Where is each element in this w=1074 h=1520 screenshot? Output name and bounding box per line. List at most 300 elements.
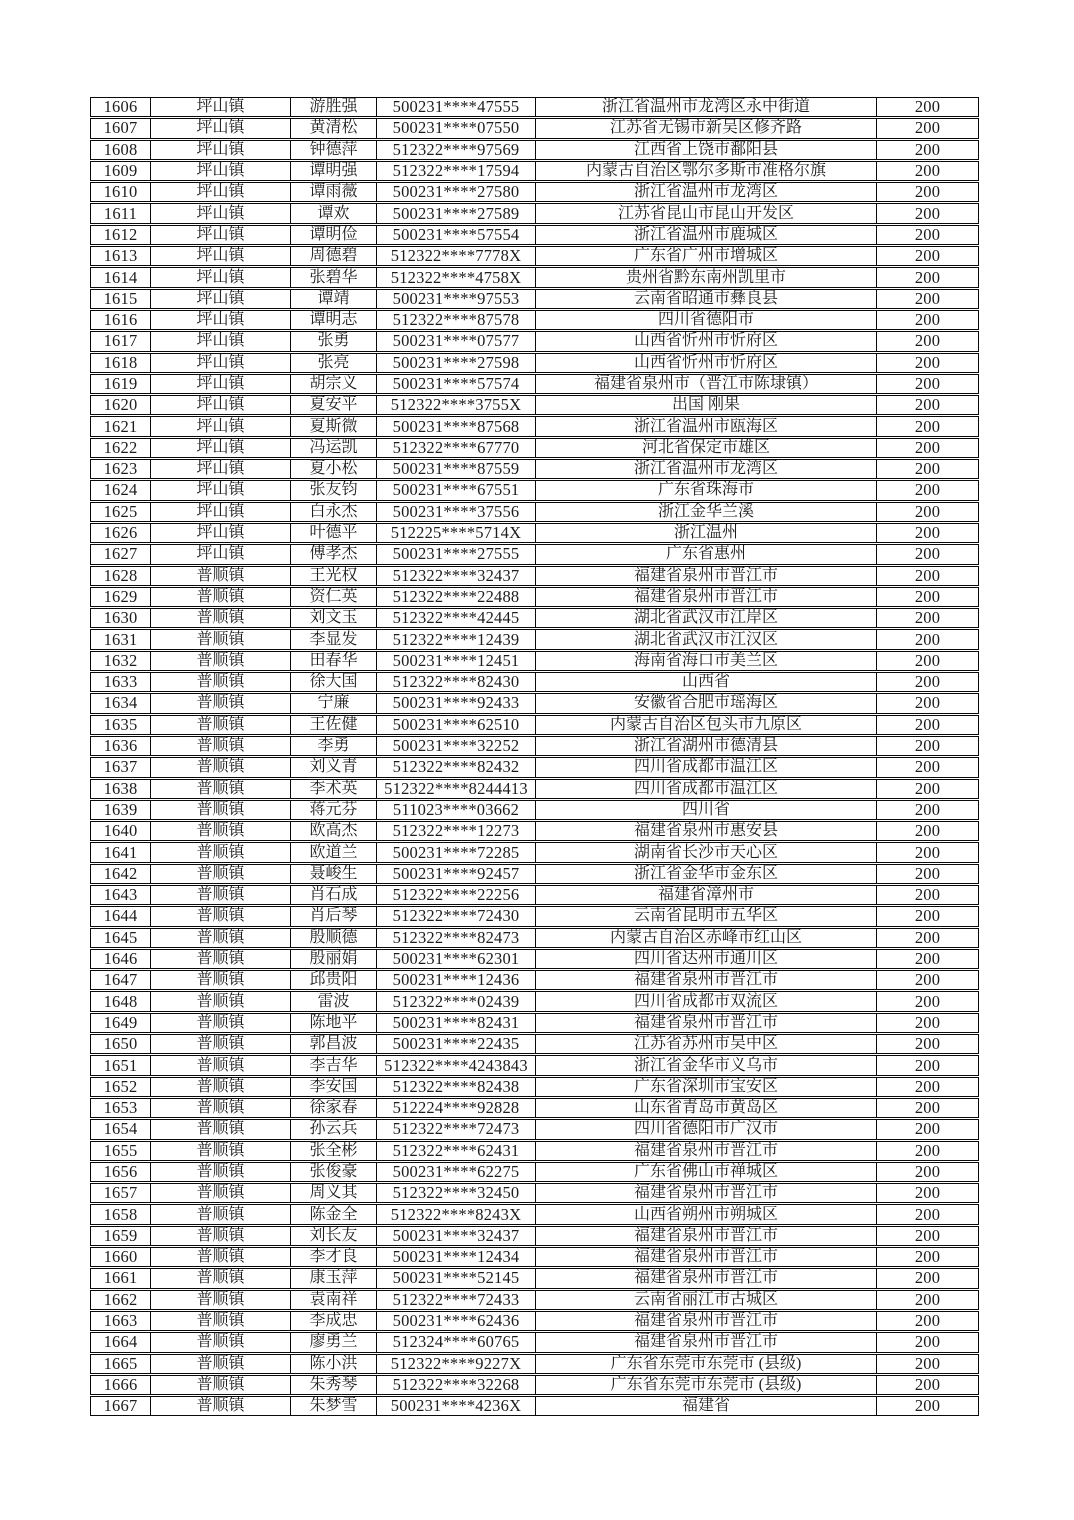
cell-town: 坪山镇: [151, 161, 291, 181]
cell-id-number: 500231****27580: [377, 182, 536, 202]
cell-residence: 广东省佛山市禅城区: [536, 1162, 877, 1182]
cell-seq-number: 1657: [90, 1183, 151, 1203]
cell-town: 普顺镇: [151, 1183, 291, 1203]
cell-person-name: 欧高杰: [291, 821, 377, 841]
cell-person-name: 徐家春: [291, 1098, 377, 1118]
cell-town: 坪山镇: [151, 289, 291, 309]
cell-person-name: 谭明志: [291, 310, 377, 330]
cell-amount: 200: [877, 566, 979, 586]
cell-amount: 200: [877, 1354, 979, 1374]
cell-residence: 云南省昭通市彝良县: [536, 289, 877, 309]
cell-residence: 浙江省温州市鹿城区: [536, 225, 877, 245]
cell-id-number: 500231****62301: [377, 949, 536, 969]
cell-residence: 四川省德阳市广汉市: [536, 1119, 877, 1139]
table-row: [90, 353, 979, 373]
cell-town: 普顺镇: [151, 821, 291, 841]
cell-residence: 山西省忻州市忻府区: [536, 353, 877, 373]
table-row: [90, 1119, 979, 1139]
cell-person-name: 孙云兵: [291, 1119, 377, 1139]
cell-seq-number: 1653: [90, 1098, 151, 1118]
cell-person-name: 李勇: [291, 736, 377, 756]
cell-residence: 内蒙古自治区包头市九原区: [536, 715, 877, 735]
table-row: [90, 395, 979, 415]
cell-town: 普顺镇: [151, 1375, 291, 1395]
cell-residence: 福建省泉州市晋江市: [536, 1332, 877, 1352]
cell-town: 普顺镇: [151, 1311, 291, 1331]
cell-id-number: 512322****8244413: [377, 779, 536, 799]
cell-seq-number: 1647: [90, 970, 151, 990]
cell-residence: 四川省成都市双流区: [536, 991, 877, 1011]
cell-amount: 200: [877, 438, 979, 458]
cell-person-name: 李显发: [291, 629, 377, 649]
cell-id-number: 512322****82432: [377, 757, 536, 777]
cell-id-number: 500231****67551: [377, 480, 536, 500]
cell-residence: 福建省泉州市晋江市: [536, 1141, 877, 1161]
table-row: [90, 246, 979, 266]
cell-id-number: 500231****12436: [377, 970, 536, 990]
cell-person-name: 张碧华: [291, 267, 377, 287]
cell-town: 普顺镇: [151, 1077, 291, 1097]
cell-amount: 200: [877, 928, 979, 948]
cell-seq-number: 1620: [90, 395, 151, 415]
cell-town: 坪山镇: [151, 203, 291, 223]
cell-id-number: 500231****07550: [377, 118, 536, 138]
cell-person-name: 钟德萍: [291, 140, 377, 160]
cell-town: 普顺镇: [151, 1226, 291, 1246]
table-row: [90, 1247, 979, 1267]
cell-residence: 云南省丽江市古城区: [536, 1290, 877, 1310]
cell-town: 普顺镇: [151, 1332, 291, 1352]
cell-seq-number: 1616: [90, 310, 151, 330]
cell-seq-number: 1609: [90, 161, 151, 181]
cell-residence: 山西省朔州市朔城区: [536, 1204, 877, 1224]
cell-seq-number: 1649: [90, 1013, 151, 1033]
cell-town: 普顺镇: [151, 842, 291, 862]
cell-person-name: 黄清松: [291, 118, 377, 138]
cell-person-name: 刘文玉: [291, 608, 377, 628]
cell-person-name: 谭明俭: [291, 225, 377, 245]
cell-person-name: 朱秀琴: [291, 1375, 377, 1395]
cell-seq-number: 1644: [90, 906, 151, 926]
cell-seq-number: 1663: [90, 1311, 151, 1331]
cell-person-name: 谭雨薇: [291, 182, 377, 202]
table-row: [90, 1396, 979, 1416]
cell-town: 普顺镇: [151, 1268, 291, 1288]
cell-person-name: 张亮: [291, 353, 377, 373]
cell-residence: 福建省泉州市晋江市: [536, 566, 877, 586]
table-row: [90, 1055, 979, 1075]
cell-amount: 200: [877, 1226, 979, 1246]
cell-id-number: 500231****47555: [377, 97, 536, 117]
cell-person-name: 刘义青: [291, 757, 377, 777]
cell-town: 坪山镇: [151, 480, 291, 500]
cell-residence: 四川省: [536, 800, 877, 820]
cell-seq-number: 1617: [90, 331, 151, 351]
cell-seq-number: 1627: [90, 544, 151, 564]
cell-town: 坪山镇: [151, 353, 291, 373]
cell-amount: 200: [877, 395, 979, 415]
cell-amount: 200: [877, 1077, 979, 1097]
table-row: [90, 310, 979, 330]
table-row: [90, 1311, 979, 1331]
cell-seq-number: 1645: [90, 928, 151, 948]
cell-person-name: 白永杰: [291, 502, 377, 522]
cell-town: 普顺镇: [151, 1290, 291, 1310]
cell-id-number: 512322****62431: [377, 1141, 536, 1161]
cell-id-number: 512322****4243843: [377, 1055, 536, 1075]
cell-town: 普顺镇: [151, 1162, 291, 1182]
cell-id-number: 512322****42445: [377, 608, 536, 628]
cell-person-name: 周义其: [291, 1183, 377, 1203]
cell-id-number: 500231****12434: [377, 1247, 536, 1267]
cell-seq-number: 1650: [90, 1034, 151, 1054]
cell-town: 普顺镇: [151, 608, 291, 628]
table-row: [90, 1226, 979, 1246]
cell-person-name: 李安国: [291, 1077, 377, 1097]
cell-amount: 200: [877, 608, 979, 628]
cell-residence: 山东省青岛市黄岛区: [536, 1098, 877, 1118]
table-row: [90, 629, 979, 649]
cell-residence: 四川省德阳市: [536, 310, 877, 330]
cell-amount: 200: [877, 1183, 979, 1203]
cell-amount: 200: [877, 225, 979, 245]
cell-town: 坪山镇: [151, 502, 291, 522]
cell-id-number: 500231****27589: [377, 203, 536, 223]
cell-town: 普顺镇: [151, 970, 291, 990]
table-row: [90, 906, 979, 926]
cell-seq-number: 1635: [90, 715, 151, 735]
cell-amount: 200: [877, 1268, 979, 1288]
cell-id-number: 500231****57574: [377, 374, 536, 394]
cell-person-name: 张全彬: [291, 1141, 377, 1161]
cell-amount: 200: [877, 416, 979, 436]
table-row: [90, 672, 979, 692]
cell-id-number: 512322****22256: [377, 885, 536, 905]
cell-id-number: 512322****72433: [377, 1290, 536, 1310]
cell-id-number: 512322****32437: [377, 566, 536, 586]
cell-seq-number: 1659: [90, 1226, 151, 1246]
cell-residence: 贵州省黔东南州凯里市: [536, 267, 877, 287]
cell-id-number: 500231****37556: [377, 502, 536, 522]
cell-seq-number: 1626: [90, 523, 151, 543]
cell-person-name: 刘长友: [291, 1226, 377, 1246]
table-row: [90, 693, 979, 713]
cell-town: 普顺镇: [151, 906, 291, 926]
cell-person-name: 王光权: [291, 566, 377, 586]
cell-person-name: 王佐健: [291, 715, 377, 735]
cell-id-number: 512322****82438: [377, 1077, 536, 1097]
cell-town: 普顺镇: [151, 736, 291, 756]
table-row: [90, 1354, 979, 1374]
table-row: [90, 1098, 979, 1118]
cell-town: 普顺镇: [151, 693, 291, 713]
cell-id-number: 512322****8243X: [377, 1204, 536, 1224]
cell-person-name: 谭明强: [291, 161, 377, 181]
cell-person-name: 李成忠: [291, 1311, 377, 1331]
cell-amount: 200: [877, 203, 979, 223]
cell-town: 坪山镇: [151, 438, 291, 458]
cell-amount: 200: [877, 1098, 979, 1118]
cell-residence: 江西省上饶市鄱阳县: [536, 140, 877, 160]
benefit-roster-table: [90, 96, 979, 1417]
cell-amount: 200: [877, 140, 979, 160]
table-row: [90, 97, 979, 117]
cell-town: 坪山镇: [151, 97, 291, 117]
cell-amount: 200: [877, 970, 979, 990]
cell-town: 坪山镇: [151, 523, 291, 543]
cell-residence: 广东省惠州: [536, 544, 877, 564]
cell-town: 普顺镇: [151, 1013, 291, 1033]
cell-id-number: 500231****12451: [377, 651, 536, 671]
cell-person-name: 殷丽娟: [291, 949, 377, 969]
cell-town: 坪山镇: [151, 395, 291, 415]
table-row: [90, 1183, 979, 1203]
cell-seq-number: 1630: [90, 608, 151, 628]
cell-town: 普顺镇: [151, 1055, 291, 1075]
table-row: [90, 1141, 979, 1161]
cell-person-name: 陈地平: [291, 1013, 377, 1033]
table-row: [90, 374, 979, 394]
cell-seq-number: 1639: [90, 800, 151, 820]
cell-person-name: 廖勇兰: [291, 1332, 377, 1352]
cell-town: 坪山镇: [151, 310, 291, 330]
cell-amount: 200: [877, 1013, 979, 1033]
cell-town: 坪山镇: [151, 140, 291, 160]
cell-person-name: 李术英: [291, 779, 377, 799]
table-row: [90, 502, 979, 522]
cell-seq-number: 1610: [90, 182, 151, 202]
cell-amount: 200: [877, 1204, 979, 1224]
cell-seq-number: 1642: [90, 864, 151, 884]
cell-seq-number: 1622: [90, 438, 151, 458]
cell-id-number: 500231****92457: [377, 864, 536, 884]
cell-person-name: 袁南祥: [291, 1290, 377, 1310]
table-row: [90, 587, 979, 607]
cell-person-name: 殷顺德: [291, 928, 377, 948]
cell-town: 普顺镇: [151, 1204, 291, 1224]
table-row: [90, 523, 979, 543]
cell-amount: 200: [877, 1034, 979, 1054]
table-row: [90, 800, 979, 820]
cell-seq-number: 1658: [90, 1204, 151, 1224]
table-row: [90, 1375, 979, 1395]
cell-id-number: 512322****4758X: [377, 267, 536, 287]
cell-person-name: 雷波: [291, 991, 377, 1011]
cell-seq-number: 1632: [90, 651, 151, 671]
table-row: [90, 736, 979, 756]
cell-residence: 浙江省温州市瓯海区: [536, 416, 877, 436]
cell-residence: 福建省泉州市晋江市: [536, 970, 877, 990]
cell-residence: 福建省泉州市晋江市: [536, 1013, 877, 1033]
cell-seq-number: 1633: [90, 672, 151, 692]
cell-town: 坪山镇: [151, 246, 291, 266]
table-row: [90, 1013, 979, 1033]
cell-residence: 河北省保定市雄区: [536, 438, 877, 458]
table-row: [90, 203, 979, 223]
cell-id-number: 500231****27598: [377, 353, 536, 373]
cell-residence: 广东省东莞市东莞市 (县级): [536, 1375, 877, 1395]
cell-amount: 200: [877, 97, 979, 117]
cell-id-number: 512322****67770: [377, 438, 536, 458]
cell-seq-number: 1615: [90, 289, 151, 309]
cell-seq-number: 1623: [90, 459, 151, 479]
cell-amount: 200: [877, 949, 979, 969]
cell-person-name: 朱梦雪: [291, 1396, 377, 1416]
cell-seq-number: 1637: [90, 757, 151, 777]
cell-amount: 200: [877, 757, 979, 777]
cell-amount: 200: [877, 289, 979, 309]
table-row: [90, 608, 979, 628]
cell-id-number: 500231****32437: [377, 1226, 536, 1246]
cell-amount: 200: [877, 1311, 979, 1331]
table-row: [90, 1332, 979, 1352]
table-row: [90, 438, 979, 458]
cell-id-number: 500231****27555: [377, 544, 536, 564]
cell-amount: 200: [877, 736, 979, 756]
cell-person-name: 李吉华: [291, 1055, 377, 1075]
table-row: [90, 864, 979, 884]
cell-person-name: 聂峻生: [291, 864, 377, 884]
cell-seq-number: 1628: [90, 566, 151, 586]
cell-residence: 广东省深圳市宝安区: [536, 1077, 877, 1097]
table-body: [90, 97, 979, 1416]
cell-person-name: 夏斯微: [291, 416, 377, 436]
cell-residence: 浙江省金华市金东区: [536, 864, 877, 884]
cell-id-number: 500231****62436: [377, 1311, 536, 1331]
cell-person-name: 张勇: [291, 331, 377, 351]
cell-residence: 浙江省湖州市德清县: [536, 736, 877, 756]
cell-seq-number: 1625: [90, 502, 151, 522]
cell-id-number: 500231****97553: [377, 289, 536, 309]
cell-town: 普顺镇: [151, 1098, 291, 1118]
cell-seq-number: 1621: [90, 416, 151, 436]
cell-amount: 200: [877, 885, 979, 905]
table-row: [90, 480, 979, 500]
cell-seq-number: 1611: [90, 203, 151, 223]
cell-seq-number: 1636: [90, 736, 151, 756]
table-row: [90, 459, 979, 479]
table-row: [90, 182, 979, 202]
cell-person-name: 宁廉: [291, 693, 377, 713]
cell-residence: 内蒙古自治区赤峰市红山区: [536, 928, 877, 948]
cell-seq-number: 1651: [90, 1055, 151, 1075]
cell-town: 普顺镇: [151, 1247, 291, 1267]
cell-amount: 200: [877, 906, 979, 926]
table-row: [90, 1162, 979, 1182]
cell-town: 普顺镇: [151, 800, 291, 820]
cell-id-number: 512322****82430: [377, 672, 536, 692]
cell-residence: 福建省泉州市晋江市: [536, 1226, 877, 1246]
cell-id-number: 500231****4236X: [377, 1396, 536, 1416]
cell-id-number: 500231****72285: [377, 842, 536, 862]
cell-residence: 四川省成都市温江区: [536, 757, 877, 777]
cell-residence: 山西省忻州市忻府区: [536, 331, 877, 351]
cell-person-name: 郭昌波: [291, 1034, 377, 1054]
cell-seq-number: 1646: [90, 949, 151, 969]
cell-residence: 湖北省武汉市江岸区: [536, 608, 877, 628]
table-row: [90, 821, 979, 841]
cell-person-name: 周德碧: [291, 246, 377, 266]
table-row: [90, 715, 979, 735]
cell-seq-number: 1629: [90, 587, 151, 607]
cell-id-number: 512224****92828: [377, 1098, 536, 1118]
table-row: [90, 1268, 979, 1288]
table-row: [90, 267, 979, 287]
cell-seq-number: 1606: [90, 97, 151, 117]
cell-id-number: 500231****22435: [377, 1034, 536, 1054]
cell-amount: 200: [877, 1290, 979, 1310]
cell-seq-number: 1614: [90, 267, 151, 287]
cell-seq-number: 1661: [90, 1268, 151, 1288]
table-row: [90, 949, 979, 969]
cell-amount: 200: [877, 1247, 979, 1267]
cell-residence: 浙江省金华市义乌市: [536, 1055, 877, 1075]
cell-amount: 200: [877, 779, 979, 799]
cell-amount: 200: [877, 715, 979, 735]
cell-person-name: 肖后琴: [291, 906, 377, 926]
cell-id-number: 500231****07577: [377, 331, 536, 351]
table-row: [90, 118, 979, 138]
cell-town: 普顺镇: [151, 587, 291, 607]
cell-amount: 200: [877, 672, 979, 692]
cell-town: 普顺镇: [151, 949, 291, 969]
cell-seq-number: 1652: [90, 1077, 151, 1097]
cell-id-number: 512322****72430: [377, 906, 536, 926]
table-row: [90, 928, 979, 948]
cell-amount: 200: [877, 544, 979, 564]
cell-amount: 200: [877, 800, 979, 820]
cell-amount: 200: [877, 502, 979, 522]
cell-person-name: 张友钧: [291, 480, 377, 500]
cell-person-name: 胡宗义: [291, 374, 377, 394]
cell-town: 普顺镇: [151, 566, 291, 586]
cell-amount: 200: [877, 331, 979, 351]
cell-residence: 内蒙古自治区鄂尔多斯市准格尔旗: [536, 161, 877, 181]
cell-amount: 200: [877, 651, 979, 671]
cell-amount: 200: [877, 182, 979, 202]
cell-seq-number: 1634: [90, 693, 151, 713]
cell-residence: 福建省泉州市晋江市: [536, 1247, 877, 1267]
cell-seq-number: 1665: [90, 1354, 151, 1374]
cell-amount: 200: [877, 1055, 979, 1075]
cell-id-number: 512322****12273: [377, 821, 536, 841]
cell-amount: 200: [877, 267, 979, 287]
cell-residence: 江苏省昆山市昆山开发区: [536, 203, 877, 223]
cell-person-name: 夏安平: [291, 395, 377, 415]
cell-residence: 湖北省武汉市江汉区: [536, 629, 877, 649]
cell-amount: 200: [877, 1375, 979, 1395]
cell-residence: 广东省东莞市东莞市 (县级): [536, 1354, 877, 1374]
cell-id-number: 500231****57554: [377, 225, 536, 245]
cell-seq-number: 1631: [90, 629, 151, 649]
cell-residence: 四川省成都市温江区: [536, 779, 877, 799]
table-row: [90, 1034, 979, 1054]
cell-residence: 广东省珠海市: [536, 480, 877, 500]
cell-amount: 200: [877, 864, 979, 884]
cell-id-number: 512322****22488: [377, 587, 536, 607]
cell-id-number: 512322****97569: [377, 140, 536, 160]
cell-residence: 海南省海口市美兰区: [536, 651, 877, 671]
cell-residence: 福建省泉州市（晋江市陈埭镇）: [536, 374, 877, 394]
cell-residence: 浙江金华兰溪: [536, 502, 877, 522]
cell-town: 普顺镇: [151, 885, 291, 905]
cell-seq-number: 1641: [90, 842, 151, 862]
cell-seq-number: 1607: [90, 118, 151, 138]
cell-id-number: 512322****02439: [377, 991, 536, 1011]
cell-person-name: 张俊豪: [291, 1162, 377, 1182]
cell-person-name: 谭欢: [291, 203, 377, 223]
cell-residence: 福建省泉州市晋江市: [536, 1268, 877, 1288]
